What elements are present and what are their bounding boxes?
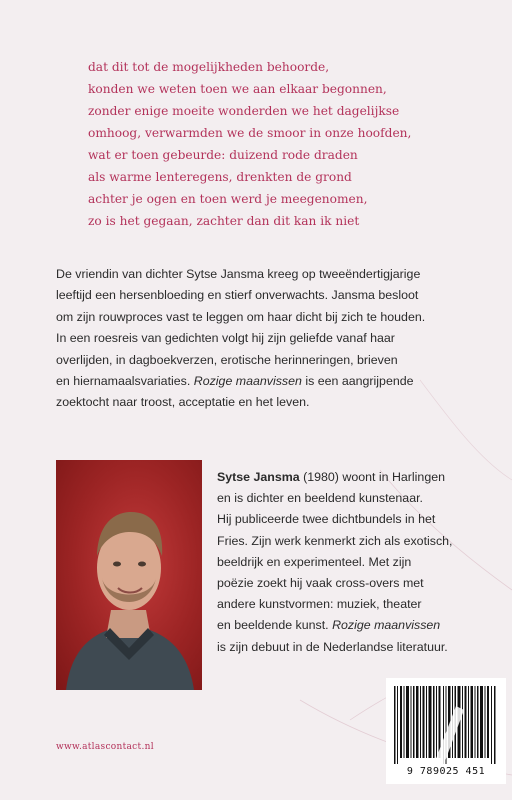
poem-line: dat dit tot de mogelijkheden behoorde,	[88, 60, 330, 74]
isbn-barcode	[386, 678, 506, 784]
poem-line: omhoog, verwarmden we de smoor in onze hoofden,	[88, 126, 412, 140]
poem-line: als warme lenteregens, drenkten de grond	[88, 170, 352, 184]
bio-line: Fries. Zijn werk kenmerkt zich als exotisch,	[217, 533, 453, 548]
blurb-line: De vriendin van dichter Sytse Jansma kreeg op tweeëndertigjarige	[56, 267, 421, 281]
book-title: Rozige maanvissen	[332, 618, 441, 633]
bio-line: Hij publiceerde twee dichtbundels in het	[217, 512, 436, 527]
author-photo	[56, 460, 202, 690]
blurb-line: om zijn rouwproces vast te leggen om haar dicht bij zich te houden.	[56, 309, 426, 324]
bio-line: poëzie zoekt hij vaak cross-overs met	[217, 576, 424, 591]
poem-excerpt	[88, 56, 488, 232]
poem-line: wat er toen gebeurde: duizend rode draden	[88, 148, 358, 162]
book-title: Rozige maanvissen	[193, 374, 302, 389]
author-portrait-illustration	[56, 460, 202, 690]
poem-line: zo is het gegaan, zachter dan dit kan ik niet	[88, 214, 360, 228]
blurb-line: leeftijd een hersenbloeding en stierf onverwachts. Jansma besloot	[56, 288, 419, 303]
poem-line: konden we weten toen we aan elkaar begonnen,	[88, 82, 387, 96]
barcode-bars	[394, 686, 498, 764]
blurb-line: In een roesreis van gedichten volgt hij zijn geliefde vanaf haar	[56, 331, 395, 346]
bio-line	[217, 615, 487, 636]
bio-text: (1980) woont in Harlingen	[299, 470, 446, 484]
bio-line	[217, 467, 487, 488]
publisher-url[interactable]: www.atlascontact.nl	[56, 742, 154, 752]
blurb-line: overlijden, in dagboekverzen, erotische herinneringen, brieven	[56, 352, 398, 367]
bio-line: is zijn debuut in de Nederlandse literatuur.	[217, 639, 448, 654]
blurb-text: is een aangrijpende	[301, 374, 414, 389]
bio-line: beeldrijk en experimenteel. Met zijn	[217, 554, 412, 569]
isbn-number: 9 789025 451	[406, 766, 486, 777]
blurb-text: en hiernamaalsvariaties.	[56, 374, 191, 389]
blurb-line: zoektocht naar troost, acceptatie en het leven.	[56, 395, 310, 410]
poem-line: achter je ogen en toen werd je meegenomen,	[88, 192, 368, 206]
book-blurb	[56, 264, 476, 414]
blurb-line	[56, 371, 476, 392]
author-name: Sytse Jansma	[217, 470, 300, 484]
bio-line: en is dichter en beeldend kunstenaar.	[217, 491, 423, 506]
poem-line: zonder enige moeite wonderden we het dagelijkse	[88, 104, 400, 118]
author-bio	[217, 467, 487, 658]
bio-text: en beeldende kunst.	[217, 618, 329, 633]
bio-line: andere kunstvormen: muziek, theater	[217, 597, 422, 612]
